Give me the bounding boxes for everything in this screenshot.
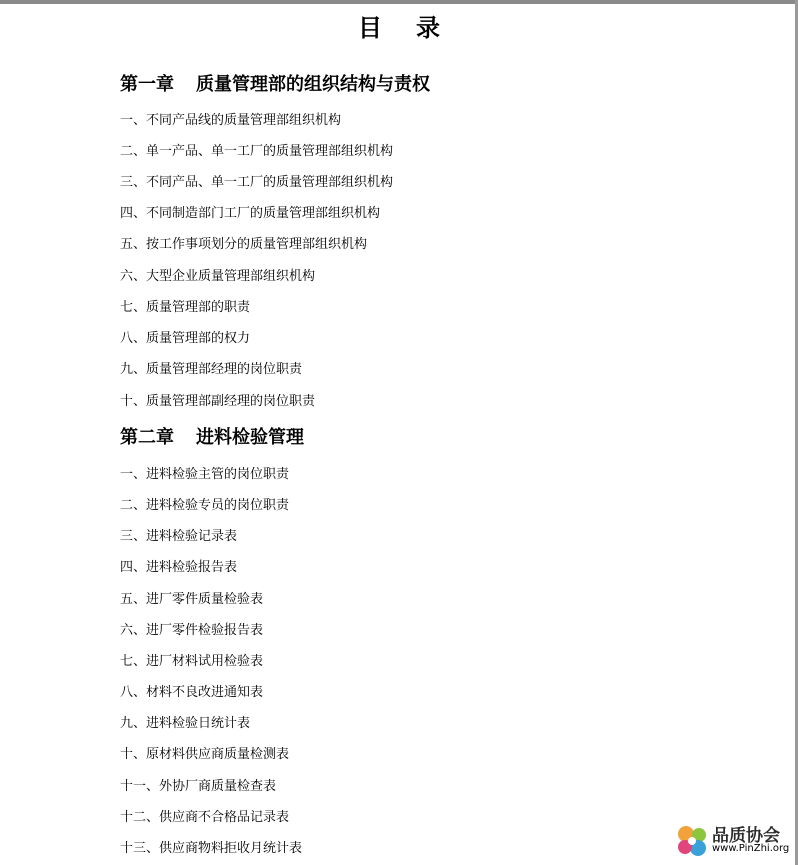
- chapter-heading-2: [120, 426, 304, 450]
- toc-entry[interactable]: 四、不同制造部门工厂的质量管理部组织机构: [120, 206, 381, 221]
- pinwheel-logo-icon: [674, 823, 710, 859]
- toc-entry[interactable]: 十、质量管理部副经理的岗位职责: [120, 394, 316, 409]
- toc-entry[interactable]: 一、不同产品线的质量管理部组织机构: [120, 113, 342, 128]
- toc-entry[interactable]: 六、大型企业质量管理部组织机构: [120, 269, 316, 284]
- top-border: [0, 0, 798, 4]
- chapter-name: 进料检验管理: [196, 427, 304, 448]
- chapter-number: 第二章: [120, 427, 174, 448]
- toc-entry[interactable]: 八、质量管理部的权力: [120, 331, 251, 346]
- toc-entry[interactable]: 十一、外协厂商质量检查表: [120, 779, 277, 794]
- chapter-heading-1: [120, 73, 430, 97]
- toc-entry[interactable]: 四、进料检验报告表: [120, 560, 238, 575]
- page-title-part-1: 目: [358, 13, 382, 42]
- page-title-part-2: 录: [416, 13, 440, 42]
- toc-entry[interactable]: 九、进料检验日统计表: [120, 716, 251, 731]
- watermark-url[interactable]: www.PinZhi.org: [712, 843, 790, 854]
- toc-entry[interactable]: 七、进厂材料试用检验表: [120, 654, 264, 669]
- toc-entry[interactable]: 三、不同产品、单一工厂的质量管理部组织机构: [120, 175, 394, 190]
- toc-entry[interactable]: 二、单一产品、单一工厂的质量管理部组织机构: [120, 144, 394, 159]
- watermark-logo: [674, 821, 794, 861]
- toc-entry[interactable]: 八、材料不良改进通知表: [120, 685, 264, 700]
- toc-entry[interactable]: 三、进料检验记录表: [120, 529, 238, 544]
- chapter-name: 质量管理部的组织结构与责权: [196, 74, 430, 95]
- chapter-number: 第一章: [120, 74, 174, 95]
- toc-entry[interactable]: 五、进厂零件质量检验表: [120, 592, 264, 607]
- toc-entry[interactable]: 六、进厂零件检验报告表: [120, 623, 264, 638]
- page-title: [0, 8, 798, 43]
- toc-entry[interactable]: 五、按工作事项划分的质量管理部组织机构: [120, 237, 368, 252]
- toc-entry[interactable]: 七、质量管理部的职责: [120, 300, 251, 315]
- toc-entry[interactable]: 十三、供应商物料拒收月统计表: [120, 841, 303, 856]
- toc-entry[interactable]: 十、原材料供应商质量检测表: [120, 747, 290, 762]
- toc-entry[interactable]: 二、进料检验专员的岗位职责: [120, 498, 290, 513]
- watermark-name: 品质协会: [712, 826, 780, 846]
- toc-entry[interactable]: 十二、供应商不合格品记录表: [120, 810, 290, 825]
- toc-entry[interactable]: 九、质量管理部经理的岗位职责: [120, 362, 303, 377]
- toc-entry[interactable]: 一、进料检验主管的岗位职责: [120, 467, 290, 482]
